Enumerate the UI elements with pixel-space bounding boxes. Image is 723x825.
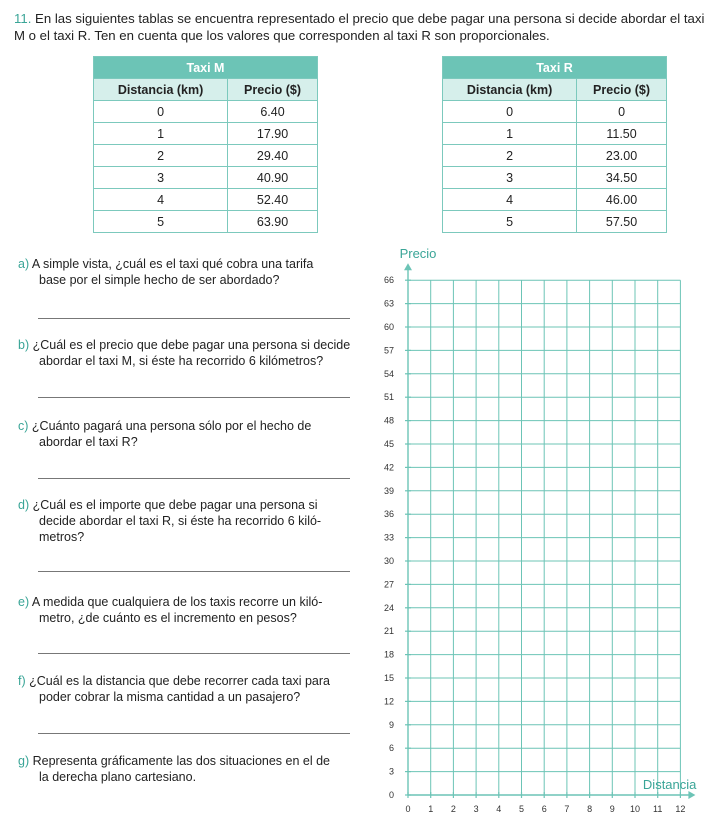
table-row bbox=[94, 145, 318, 167]
table-row bbox=[443, 145, 667, 167]
question-b bbox=[18, 337, 358, 369]
question-letter: c) bbox=[18, 419, 29, 433]
cell-price: 23.00 bbox=[577, 145, 667, 167]
taxi-m-table bbox=[93, 56, 318, 233]
cell-price: 46.00 bbox=[577, 189, 667, 211]
y-tick-label: 3 bbox=[388, 766, 394, 777]
question-text: A simple vista, ¿cuál es el taxi qué cobra una tarifa bbox=[31, 257, 314, 271]
x-tick-label: 6 bbox=[541, 804, 547, 814]
x-tick-label: 9 bbox=[609, 804, 615, 814]
cell-price: 29.40 bbox=[228, 145, 318, 167]
cell-price: 57.50 bbox=[577, 211, 667, 233]
taxi-r-title: Taxi R bbox=[443, 57, 667, 79]
taxi-m-header-price: Precio ($) bbox=[228, 79, 318, 101]
cell-price: 34.50 bbox=[577, 167, 667, 189]
answer-line-d[interactable] bbox=[38, 571, 350, 572]
cell-distance: 5 bbox=[443, 211, 577, 233]
question-text-continued: base por el simple hecho de ser abordado? bbox=[39, 273, 280, 287]
y-tick-label: 45 bbox=[383, 439, 394, 449]
problem-number: 11. bbox=[14, 11, 32, 26]
answer-line-c[interactable] bbox=[38, 478, 350, 479]
x-tick-label: 2 bbox=[450, 804, 456, 814]
cell-distance: 4 bbox=[443, 189, 577, 211]
table-row bbox=[94, 167, 318, 189]
y-axis-arrow-icon bbox=[404, 263, 412, 270]
cell-distance: 5 bbox=[94, 211, 228, 233]
question-text-continued: abordar el taxi R? bbox=[39, 435, 138, 449]
cell-price: 11.50 bbox=[577, 123, 667, 145]
cell-price: 40.90 bbox=[228, 167, 318, 189]
y-tick-label: 33 bbox=[383, 532, 394, 543]
table-row bbox=[94, 101, 318, 123]
y-tick-label: 54 bbox=[383, 368, 394, 379]
question-text-continued: la derecha plano cartesiano. bbox=[39, 770, 197, 784]
y-tick-label: 60 bbox=[383, 322, 394, 332]
cell-price: 17.90 bbox=[228, 123, 318, 145]
question-c bbox=[18, 418, 358, 450]
cell-distance: 1 bbox=[443, 123, 577, 145]
x-tick-label: 4 bbox=[496, 804, 502, 814]
y-tick-label: 48 bbox=[383, 415, 394, 426]
question-text: ¿Cuál es el importe que debe pagar una persona si bbox=[32, 498, 318, 512]
cell-distance: 3 bbox=[94, 167, 228, 189]
question-letter: a) bbox=[18, 257, 30, 271]
question-f bbox=[18, 673, 358, 705]
x-tick-label: 12 bbox=[675, 804, 686, 814]
taxi-m-title: Taxi M bbox=[94, 57, 318, 79]
problem-text: En las siguientes tablas se encuentra representado el precio que debe pagar una persona si decide abordar el taxi M o el taxi R. Ten en cuenta que los valores que corresponden al taxi R son proporcionales. bbox=[14, 11, 705, 43]
y-tick-label: 27 bbox=[383, 579, 394, 590]
y-tick-label: 51 bbox=[383, 392, 394, 403]
question-d bbox=[18, 497, 358, 545]
x-tick-label: 3 bbox=[473, 804, 479, 814]
problem-statement bbox=[14, 10, 714, 44]
x-axis-arrow-icon bbox=[688, 791, 695, 799]
x-tick-label: 5 bbox=[518, 804, 525, 814]
cell-price: 52.40 bbox=[228, 189, 318, 211]
question-text-continued: decide abordar el taxi R, si éste ha recorrido 6 kiló-metros? bbox=[39, 514, 322, 544]
answer-line-f[interactable] bbox=[38, 733, 350, 734]
table-row bbox=[94, 123, 318, 145]
cell-distance: 3 bbox=[443, 167, 577, 189]
question-letter: d) bbox=[18, 498, 30, 512]
cell-price: 0 bbox=[577, 101, 667, 123]
question-a bbox=[18, 256, 358, 288]
y-tick-label: 6 bbox=[388, 743, 394, 754]
answer-line-e[interactable] bbox=[38, 653, 350, 654]
question-text-continued: abordar el taxi M, si éste ha recorrido 6 kilómetros? bbox=[39, 354, 324, 368]
x-tick-label: 10 bbox=[629, 804, 641, 814]
y-tick-label: 21 bbox=[383, 626, 394, 637]
taxi-r-header-distance: Distancia (km) bbox=[443, 79, 577, 101]
x-tick-label: 11 bbox=[653, 804, 663, 814]
table-row bbox=[443, 167, 667, 189]
y-tick-label: 42 bbox=[383, 462, 394, 473]
cell-price: 6.40 bbox=[228, 101, 318, 123]
answer-line-a[interactable] bbox=[38, 318, 350, 319]
question-text-continued: poder cobrar la misma cantidad a un pasajero? bbox=[39, 690, 301, 704]
question-letter: b) bbox=[18, 338, 30, 352]
cell-distance: 2 bbox=[94, 145, 228, 167]
question-e bbox=[18, 594, 358, 626]
table-row bbox=[443, 123, 667, 145]
question-letter: e) bbox=[18, 595, 30, 609]
y-tick-label: 66 bbox=[383, 275, 394, 286]
x-tick-label: 8 bbox=[587, 804, 593, 814]
x-tick-label: 1 bbox=[428, 804, 434, 814]
y-tick-label: 24 bbox=[383, 602, 394, 613]
taxi-r-header-price: Precio ($) bbox=[577, 79, 667, 101]
y-tick-label: 9 bbox=[388, 719, 394, 730]
y-tick-label: 63 bbox=[383, 298, 394, 309]
y-tick-label: 12 bbox=[383, 696, 394, 707]
answer-line-b[interactable] bbox=[38, 397, 350, 398]
table-row bbox=[94, 189, 318, 211]
table-row bbox=[94, 211, 318, 233]
cell-distance: 0 bbox=[94, 101, 228, 123]
table-row bbox=[443, 189, 667, 211]
question-letter: f) bbox=[18, 674, 26, 688]
taxi-r-table bbox=[442, 56, 667, 233]
question-text: A medida que cualquiera de los taxis recorre un kiló- bbox=[31, 595, 323, 609]
y-tick-label: 18 bbox=[383, 649, 394, 660]
question-text: Representa gráficamente las dos situaciones en el de bbox=[32, 754, 331, 768]
cell-distance: 0 bbox=[443, 101, 577, 123]
cell-distance: 1 bbox=[94, 123, 228, 145]
cell-distance: 2 bbox=[443, 145, 577, 167]
x-tick-label: 7 bbox=[564, 804, 570, 814]
cell-distance: 4 bbox=[94, 189, 228, 211]
y-tick-label: 39 bbox=[383, 485, 394, 496]
question-g bbox=[18, 753, 358, 785]
question-text: ¿Cuál es el precio que debe pagar una persona si decide bbox=[32, 338, 351, 352]
y-tick-label: 15 bbox=[383, 673, 394, 683]
taxi-m-header-distance: Distancia (km) bbox=[94, 79, 228, 101]
question-text-continued: metro, ¿de cuánto es el incremento en pesos? bbox=[39, 611, 297, 625]
y-tick-label: 0 bbox=[388, 790, 394, 800]
x-axis-label: Distancia bbox=[642, 777, 697, 792]
y-axis-label: Precio bbox=[399, 246, 437, 262]
question-text: ¿Cuál es la distancia que debe recorrer cada taxi para bbox=[29, 674, 330, 688]
cartesian-plane[interactable] bbox=[360, 235, 723, 820]
x-tick-label: 0 bbox=[405, 804, 411, 814]
table-row bbox=[443, 101, 667, 123]
y-tick-label: 57 bbox=[383, 345, 394, 356]
question-letter: g) bbox=[18, 754, 30, 768]
cell-price: 63.90 bbox=[228, 211, 318, 233]
question-text: ¿Cuánto pagará una persona sólo por el hecho de bbox=[31, 419, 312, 433]
y-tick-label: 36 bbox=[383, 509, 394, 520]
y-tick-label: 30 bbox=[383, 556, 394, 566]
table-row bbox=[443, 211, 667, 233]
